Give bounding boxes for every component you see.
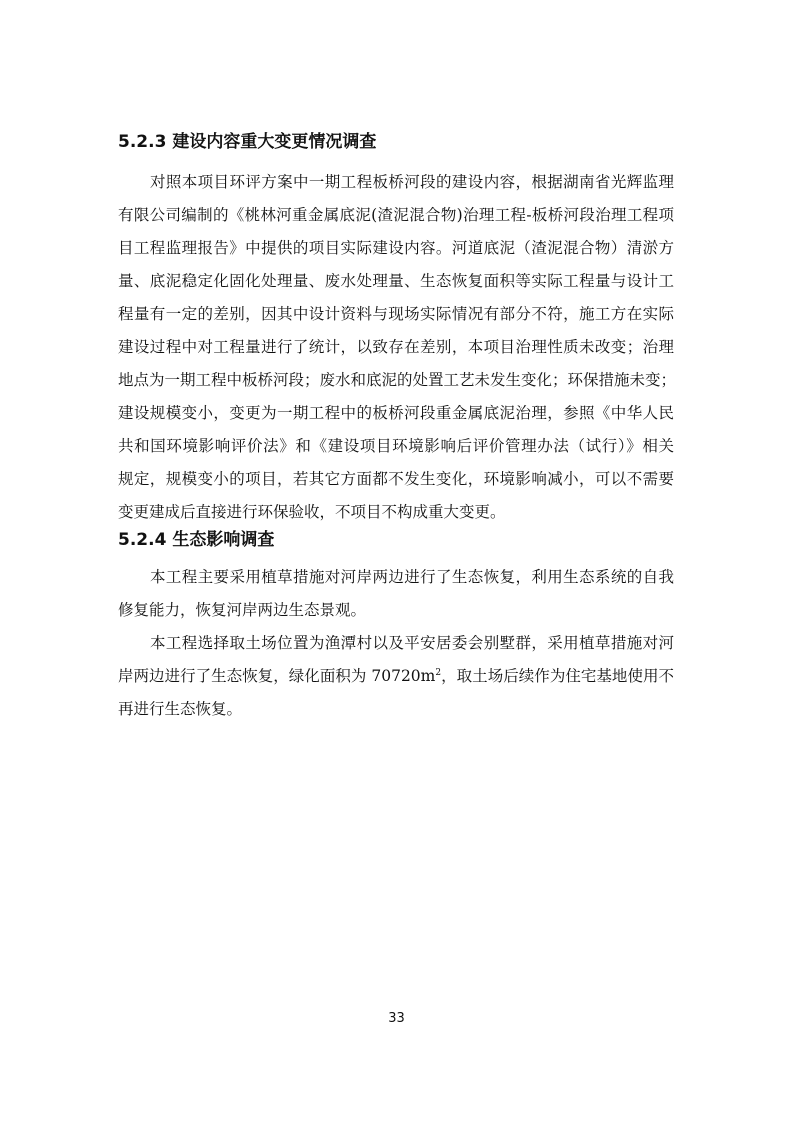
paragraph-line: 共和国环境影响评价法》和《建设项目环境影响后评价管理办法（试行）》相关 xyxy=(118,437,674,455)
paragraph-line: 再进行生态恢复。 xyxy=(118,700,243,718)
paragraph-line: 本工程主要采用植草措施对河岸两边进行了生态恢复，利用生态系统的自我 xyxy=(150,568,674,586)
paragraph-line: 量、底泥稳定化固化处理量、废水处理量、生态恢复面积等实际工程量与设计工 xyxy=(118,272,674,290)
area-text: 岸两边进行了生态恢复，绿化面积为 70720m xyxy=(118,667,436,685)
area-unit-superscript: 2 xyxy=(435,667,442,678)
paragraph-line: 修复能力，恢复河岸两边生态景观。 xyxy=(118,601,367,619)
paragraph-line: 规定，规模变小的项目，若其它方面都不发生变化，环境影响减小，可以不需要 xyxy=(118,470,674,488)
paragraph-line: 本工程选择取土场位置为渔潭村以及平安居委会别墅群，采用植草措施对河 xyxy=(150,634,674,652)
section-heading-5-2-3: 5.2.3 建设内容重大变更情况调查 xyxy=(118,132,377,152)
paragraph-line: 建设过程中对工程量进行了统计，以致存在差别，本项目治理性质未改变；治理 xyxy=(118,338,674,356)
paragraph-line: 程量有一定的差别，因其中设计资料与现场实际情况有部分不符，施工方在实际 xyxy=(118,305,674,323)
paragraph-line: 建设规模变小，变更为一期工程中的板桥河段重金属底泥治理，参照《中华人民 xyxy=(118,404,674,422)
paragraph-line: 变更建成后直接进行环保验收，不项目不构成重大变更。 xyxy=(118,503,506,521)
paragraph-line: 对照本项目环评方案中一期工程板桥河段的建设内容，根据湖南省光辉监理 xyxy=(150,173,674,191)
paragraph-line: 目工程监理报告》中提供的项目实际建设内容。河道底泥（渣泥混合物）清淤方 xyxy=(118,239,674,257)
line-tail-text: ，取土场后续作为住宅基地使用不 xyxy=(441,667,674,685)
page-number: 33 xyxy=(388,1011,405,1026)
paragraph-line: 地点为一期工程中板桥河段；废水和底泥的处置工艺未发生变化；环保措施未变； xyxy=(118,371,677,389)
section-heading-5-2-4: 5.2.4 生态影响调查 xyxy=(118,530,275,550)
paragraph-line-with-area xyxy=(118,666,674,686)
paragraph-line: 有限公司编制的《桃林河重金属底泥(渣泥混合物)治理工程-板桥河段治理工程项 xyxy=(118,206,674,224)
